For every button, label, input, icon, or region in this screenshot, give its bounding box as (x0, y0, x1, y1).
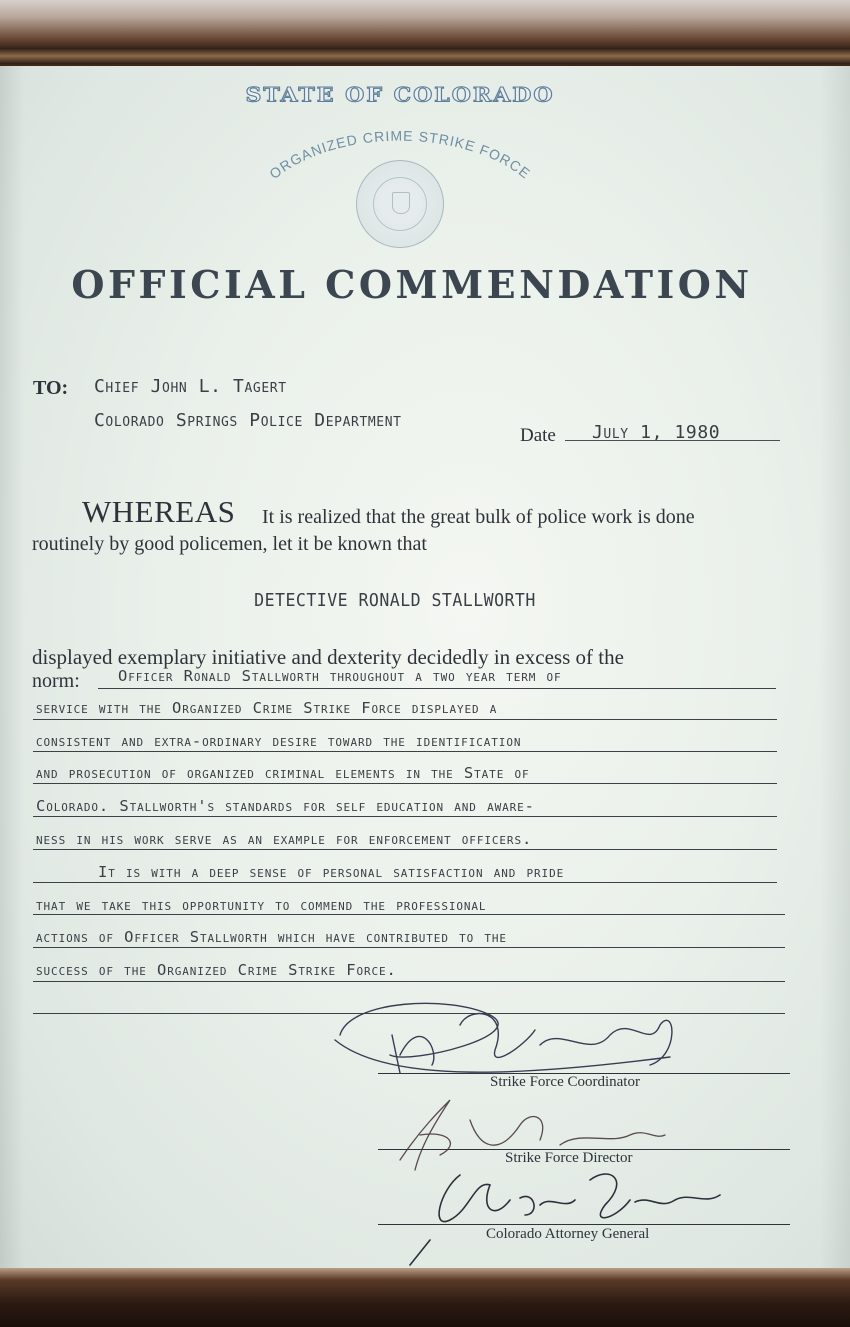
body-rule (33, 914, 785, 915)
agency-name: ORGANIZED CRIME STRIKE FORCE (266, 127, 534, 182)
date-underline (565, 440, 780, 441)
frame-top-trim (0, 48, 850, 64)
state-seal-icon (356, 160, 444, 248)
signature-line (378, 1224, 790, 1225)
whereas-line-1: It is realized that the great bulk of police work is done (262, 506, 695, 528)
body-line: that we take this opportunity to commend the professional (36, 896, 487, 914)
frame-bottom-edge (0, 1268, 850, 1327)
signature-title: Strike Force Director (505, 1150, 633, 1166)
date-value: July 1, 1980 (592, 422, 721, 443)
body-line: actions of Officer Stallworth which have contributed to the (36, 928, 507, 946)
date-label: Date (520, 425, 556, 446)
body-line: Colorado. Stallworth's standards for self education and aware- (36, 797, 535, 815)
seal-group (240, 115, 560, 265)
body-line: It is with a deep sense of personal satisfaction and pride (98, 863, 565, 881)
body-rule (33, 719, 777, 720)
whereas-lead: WHEREAS (82, 494, 236, 529)
coordinator-signature (330, 995, 690, 1085)
body-rule (33, 849, 777, 850)
body-rule (33, 947, 785, 948)
document-title: OFFICIAL COMMENDATION (71, 262, 753, 307)
norm-label: norm: (32, 670, 80, 692)
body-line: consistent and extra-ordinary desire toward the identification (36, 732, 522, 750)
body-line: ness in his work serve as an example for enforcement officers. (36, 830, 533, 848)
body-rule (33, 981, 785, 982)
recipient-name: Chief John L. Tagert (94, 376, 287, 397)
state-header: STATE OF COLORADO (245, 83, 555, 107)
recipient-department: Colorado Springs Police Department (94, 410, 402, 431)
commendation-intro: displayed exemplary initiative and dexterity decidedly in excess of the (32, 645, 624, 669)
body-line: Officer Ronald Stallworth throughout a two year term of (118, 667, 562, 685)
body-line: and prosecution of organized criminal elements in the State of (36, 764, 530, 782)
body-rule (33, 751, 777, 752)
paper-shadow (0, 66, 24, 1270)
to-label: TO: (33, 377, 69, 399)
body-line: service with the Organized Crime Strike Force displayed a (36, 699, 498, 717)
honoree-name: DETECTIVE RONALD STALLWORTH (254, 590, 536, 611)
attorney-general-signature (400, 1160, 730, 1270)
body-rule (98, 688, 776, 689)
signature-title: Colorado Attorney General (486, 1226, 650, 1242)
body-rule (33, 882, 777, 883)
paper-shadow (820, 66, 850, 1270)
whereas-line-2: routinely by good policemen, let it be known that (32, 533, 427, 555)
frame-top-edge (0, 0, 850, 48)
body-rule (33, 816, 777, 817)
body-rule (33, 783, 777, 784)
body-line: success of the Organized Crime Strike Force. (36, 961, 397, 979)
signature-title: Strike Force Coordinator (490, 1074, 640, 1090)
